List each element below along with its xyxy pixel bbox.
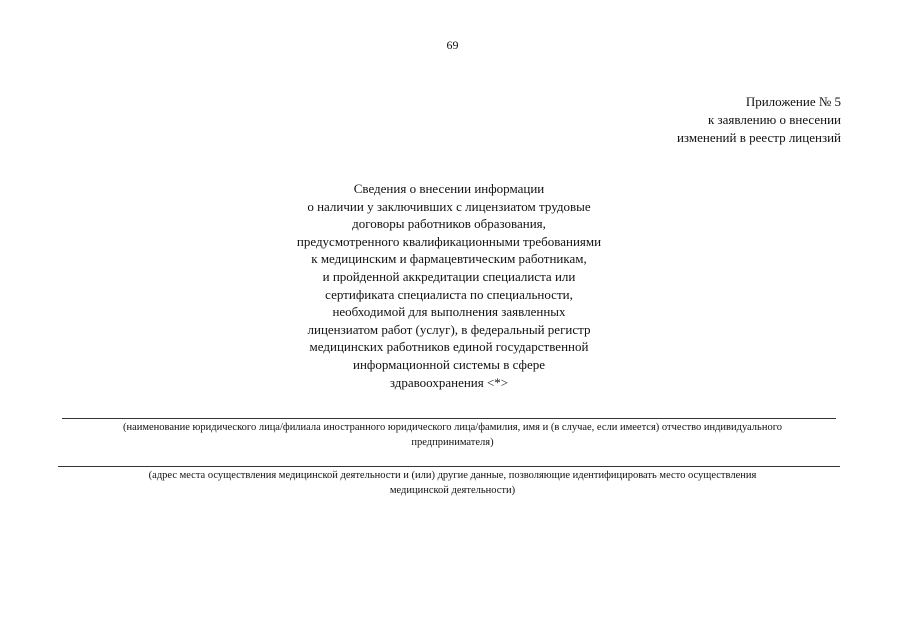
activity-address-caption	[30, 469, 875, 498]
title-line: договоры работников образования,	[352, 216, 546, 232]
title-line: необходимой для выполнения заявленных	[332, 304, 566, 320]
applicant-name-line[interactable]	[62, 418, 836, 419]
activity-address-line[interactable]	[58, 466, 840, 467]
applicant-name-caption	[30, 421, 875, 450]
caption-line: медицинской деятельности)	[389, 484, 516, 496]
title-line: лицензиатом работ (услуг), в федеральный регистр	[307, 321, 591, 337]
document-title	[249, 180, 649, 391]
title-line: к медицинским и фармацевтическим работникам,	[311, 251, 587, 267]
title-line: о наличии у заключивших с лицензиатом трудовые	[307, 198, 591, 214]
appendix-line: изменений в реестр лицензий	[676, 130, 841, 145]
title-line: и пройденной аккредитации специалиста или	[322, 268, 576, 284]
title-line: информационной системы в сфере	[352, 356, 546, 372]
page-number: 69	[446, 38, 459, 52]
title-line: медицинских работников единой государственной	[309, 339, 589, 355]
title-line: здравоохранения <*>	[389, 374, 509, 390]
appendix-line: к заявлению о внесении	[707, 112, 841, 127]
title-line: Сведения о внесении информации	[353, 181, 545, 196]
caption-line: предпринимателя)	[411, 436, 494, 448]
appendix-line: Приложение № 5	[745, 94, 841, 109]
title-line: сертификата специалиста по специальности,	[325, 286, 573, 302]
caption-line: (наименование юридического лица/филиала иностранного юридического лица/фамилия, имя и (в случае, если имеется) отчество индивидуального	[122, 422, 783, 433]
caption-line: (адрес места осуществления медицинской деятельности и (или) другие данные, позволяющие идентифицировать место осуществления	[148, 470, 757, 481]
appendix-heading	[621, 93, 841, 147]
title-line: предусмотренного квалификационными требованиями	[296, 233, 602, 249]
